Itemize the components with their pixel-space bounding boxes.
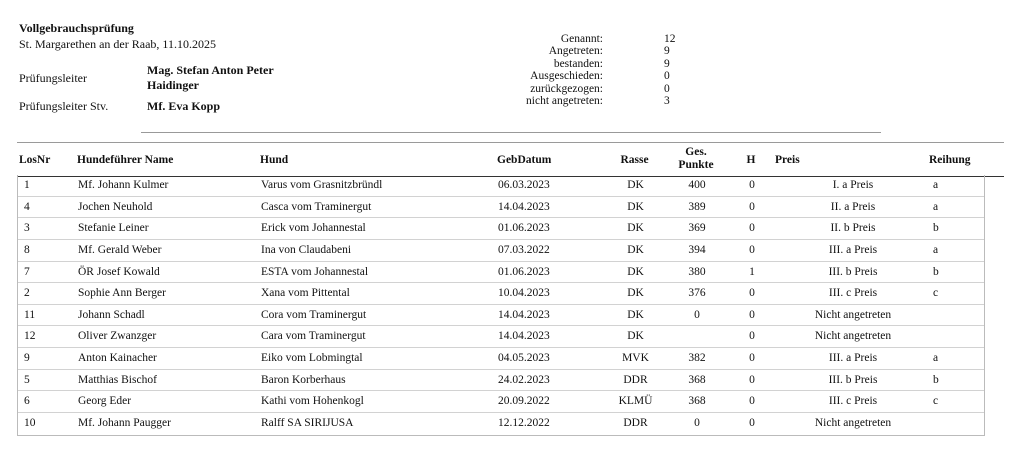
cell-punkte: 382	[688, 352, 706, 365]
cell-preis: II. a Preis	[830, 200, 876, 213]
cell-gebdatum: 10.04.2023	[498, 287, 550, 300]
header-punkte-line1: Ges.	[685, 146, 707, 158]
table-row	[18, 413, 984, 435]
cell-preis: III. c Preis	[828, 287, 878, 300]
cell-preis: III. a Preis	[828, 352, 878, 365]
cell-hundefuehrer: Anton Kainacher	[78, 352, 157, 365]
cell-rasse: DK	[627, 222, 644, 235]
header-gebdatum: GebDatum	[497, 154, 552, 166]
cell-gebdatum: 14.04.2023	[498, 308, 550, 321]
cell-losnr: 4	[24, 200, 30, 213]
cell-hund: Kathi vom Hohenkogl	[261, 395, 364, 408]
divider	[141, 132, 881, 133]
cell-punkte: 376	[688, 287, 706, 300]
cell-gebdatum: 04.05.2023	[498, 352, 550, 365]
cell-h: 0	[749, 395, 755, 408]
cell-h: 0	[749, 200, 755, 213]
cell-gebdatum: 01.06.2023	[498, 265, 550, 278]
cell-gebdatum: 06.03.2023	[498, 179, 550, 191]
leiter-name-line1: Mag. Stefan Anton Peter	[147, 63, 274, 77]
cell-reihung: a	[933, 200, 939, 213]
cell-hund: Eiko vom Lobmingtal	[261, 352, 363, 365]
cell-reihung: b	[933, 373, 939, 386]
cell-reihung: a	[933, 243, 939, 256]
cell-punkte: 369	[688, 222, 706, 235]
cell-losnr: 6	[24, 395, 30, 408]
cell-h: 0	[749, 373, 755, 386]
cell-preis: III. b Preis	[828, 373, 878, 386]
cell-punkte: 368	[688, 395, 706, 408]
cell-rasse: DK	[627, 200, 644, 213]
cell-preis: III. a Preis	[828, 243, 878, 256]
header-reihung: Reihung	[929, 154, 971, 166]
header-punkte-line2: Punkte	[678, 159, 714, 171]
cell-hund: Ralff SA SIRIJUSA	[261, 417, 354, 430]
cell-rasse: DK	[627, 308, 644, 321]
header-h: H	[746, 154, 756, 166]
cell-rasse: MVK	[622, 352, 649, 365]
cell-hund: Erick vom Johannestal	[261, 222, 366, 235]
cell-gebdatum: 01.06.2023	[498, 222, 550, 235]
stat-value: 9	[664, 57, 670, 70]
cell-rasse: DDR	[623, 417, 648, 430]
stat-label: Ausgeschieden:	[530, 70, 603, 83]
cell-preis: III. c Preis	[828, 395, 878, 408]
stat-value: 9	[664, 45, 670, 58]
cell-hund: Baron Korberhaus	[261, 373, 346, 386]
document-title: Vollgebrauchsprüfung	[19, 21, 134, 35]
cell-preis: Nicht angetreten	[814, 330, 892, 343]
cell-rasse: DK	[627, 330, 644, 343]
cell-punkte: 368	[688, 373, 706, 386]
leiter-name-line2: Haidinger	[147, 78, 200, 92]
cell-h: 0	[749, 417, 755, 430]
cell-rasse: DDR	[623, 373, 648, 386]
table-row	[18, 283, 984, 305]
cell-reihung: b	[933, 265, 939, 278]
stat-value: 12	[664, 33, 676, 45]
cell-losnr: 2	[24, 287, 30, 300]
cell-hundefuehrer: Georg Eder	[78, 395, 132, 408]
table-row	[18, 197, 984, 219]
cell-losnr: 3	[24, 222, 30, 235]
header-rasse: Rasse	[620, 154, 649, 166]
cell-hundefuehrer: Stefanie Leiner	[78, 222, 149, 235]
cell-punkte: 389	[688, 200, 706, 213]
cell-hund: Cara vom Traminergut	[261, 330, 366, 343]
stat-value: 3	[664, 95, 670, 107]
cell-rasse: DK	[627, 265, 644, 278]
table-row	[18, 391, 984, 413]
cell-punkte: 0	[694, 308, 700, 321]
cell-h: 0	[749, 308, 755, 321]
table-row	[18, 262, 984, 284]
cell-gebdatum: 24.02.2023	[498, 373, 550, 386]
cell-hundefuehrer: Jochen Neuhold	[78, 200, 153, 213]
stat-label: nicht angetreten:	[526, 95, 603, 107]
cell-h: 1	[749, 265, 755, 278]
table-row	[18, 370, 984, 392]
cell-rasse: DK	[627, 287, 644, 300]
cell-hund: Casca vom Traminergut	[261, 200, 372, 213]
header-hund: Hund	[260, 154, 289, 166]
cell-punkte: 394	[688, 243, 706, 256]
cell-losnr: 12	[24, 330, 36, 343]
cell-gebdatum: 07.03.2022	[498, 243, 550, 256]
cell-losnr: 9	[24, 352, 30, 365]
cell-preis: I. a Preis	[832, 179, 874, 191]
cell-gebdatum: 12.12.2022	[498, 417, 550, 430]
cell-hund: ESTA vom Johannestal	[261, 265, 369, 278]
stat-label: zurückgezogen:	[530, 82, 603, 95]
cell-hundefuehrer: Mf. Gerald Weber	[78, 243, 162, 256]
cell-hund: Varus vom Grasnitzbründl	[261, 179, 383, 191]
cell-losnr: 5	[24, 373, 30, 386]
table-header	[17, 142, 1004, 177]
stat-label: Genannt:	[560, 33, 603, 45]
cell-h: 0	[749, 287, 755, 300]
cell-punkte: 400	[688, 179, 706, 191]
stv-name: Mf. Eva Kopp	[147, 99, 221, 113]
cell-hundefuehrer: ÖR Josef Kowald	[78, 265, 160, 278]
cell-gebdatum: 14.04.2023	[498, 200, 550, 213]
cell-h: 0	[749, 352, 755, 365]
stat-value: 0	[664, 70, 670, 83]
cell-rasse: KLMÜ	[618, 395, 653, 408]
stat-label: bestanden:	[553, 57, 603, 70]
cell-preis: Nicht angetreten	[814, 417, 892, 430]
table-row	[18, 218, 984, 240]
cell-losnr: 10	[24, 417, 36, 430]
table-row	[18, 326, 984, 348]
cell-preis: Nicht angetreten	[814, 308, 892, 321]
cell-losnr: 7	[24, 265, 30, 278]
cell-h: 0	[749, 179, 755, 191]
cell-losnr: 11	[24, 308, 36, 321]
cell-losnr: 8	[24, 243, 30, 256]
stat-value: 0	[664, 82, 670, 95]
header-losnr: LosNr	[19, 154, 51, 166]
cell-reihung: c	[933, 395, 939, 408]
leiter-label: Prüfungsleiter	[19, 71, 87, 85]
cell-reihung: b	[933, 222, 939, 235]
table-row	[18, 305, 984, 327]
cell-h: 0	[749, 330, 755, 343]
table-body	[17, 175, 985, 436]
cell-gebdatum: 14.04.2023	[498, 330, 550, 343]
cell-hundefuehrer: Sophie Ann Berger	[78, 287, 166, 300]
cell-hundefuehrer: Mf. Johann Paugger	[78, 417, 171, 430]
cell-reihung: a	[933, 179, 939, 191]
place-date: St. Margarethen an der Raab, 11.10.2025	[19, 37, 216, 51]
cell-reihung: a	[933, 352, 939, 365]
table-row	[18, 175, 984, 197]
cell-punkte: 380	[688, 265, 706, 278]
cell-hundefuehrer: Mf. Johann Kulmer	[78, 179, 169, 191]
cell-preis: II. b Preis	[830, 222, 876, 235]
cell-hundefuehrer: Matthias Bischof	[78, 373, 157, 386]
header-fuehrer: Hundeführer Name	[77, 154, 174, 166]
cell-hund: Ina von Claudabeni	[261, 243, 352, 256]
cell-rasse: DK	[627, 243, 644, 256]
cell-rasse: DK	[627, 179, 644, 191]
cell-h: 0	[749, 222, 755, 235]
cell-preis: III. b Preis	[828, 265, 878, 278]
cell-hund: Xana vom Pittental	[261, 287, 350, 300]
header-preis: Preis	[775, 154, 800, 166]
stat-label: Angetreten:	[548, 45, 603, 58]
cell-gebdatum: 20.09.2022	[498, 395, 550, 408]
stv-label: Prüfungsleiter Stv.	[19, 99, 109, 113]
cell-hund: Cora vom Traminergut	[261, 308, 367, 321]
cell-h: 0	[749, 243, 755, 256]
cell-hundefuehrer: Oliver Zwanzger	[78, 330, 157, 343]
table-row	[18, 240, 984, 262]
cell-losnr: 1	[24, 179, 30, 191]
table-row	[18, 348, 984, 370]
cell-reihung: c	[933, 287, 939, 300]
cell-hundefuehrer: Johann Schadl	[78, 308, 145, 321]
cell-punkte: 0	[694, 417, 700, 430]
